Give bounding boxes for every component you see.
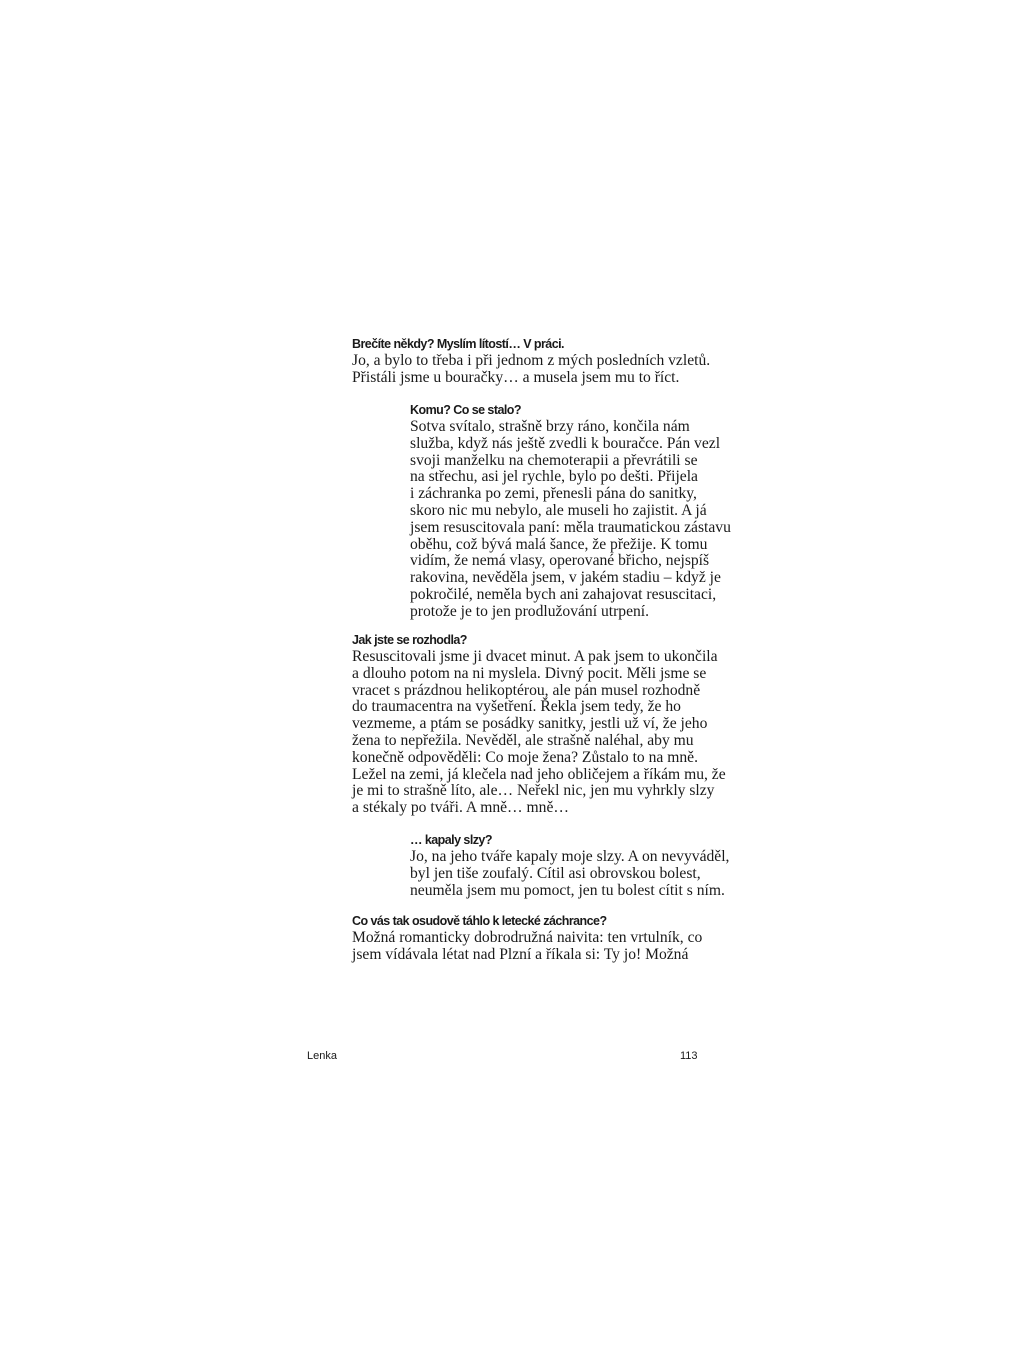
answer-line: vracet s prázdnou helikoptérou, ale pán musel rozhodně bbox=[352, 681, 701, 699]
answer-paragraph bbox=[410, 419, 731, 621]
answer-line: pokročilé, neměla bych ani zahajovat resuscitaci, bbox=[410, 585, 717, 603]
answer-line: Přistáli jsme u bouračky… a musela jsem mu to říct. bbox=[352, 368, 680, 386]
answer-line: a dlouho potom na ni myslela. Divný pocit. Měli jsme se bbox=[352, 664, 707, 682]
interview-section-3 bbox=[352, 632, 726, 817]
running-footer-chapter: Lenka bbox=[307, 1050, 337, 1062]
answer-line: oběhu, což bývá malá šance, že přežije. K tomu bbox=[410, 535, 708, 553]
answer-line: žena to nepřežila. Nevěděl, ale strašně naléhal, aby mu bbox=[352, 731, 694, 749]
answer-line: služba, když nás ještě zvedli k bouračce. Pán vezl bbox=[410, 434, 721, 452]
answer-line: svoji manželku na chemoterapii a převrátili se bbox=[410, 451, 698, 469]
answer-line: jsem resuscitovala paní: měla traumatickou zástavu bbox=[410, 518, 731, 536]
answer-line: byl jen tiše zoufalý. Cítil asi obrovskou bolest, bbox=[410, 864, 701, 882]
question-heading: Co vás tak osudově táhlo k letecké záchrance? bbox=[352, 914, 607, 928]
answer-line: Jo, na jeho tváře kapaly moje slzy. A on nevyváděl, bbox=[410, 848, 730, 865]
answer-line: Možná romanticky dobrodružná naivita: ten vrtulník, co bbox=[352, 929, 703, 946]
question-heading: Brečíte někdy? Myslím lítostí… V práci. bbox=[352, 337, 564, 351]
answer-line: je mi to strašně líto, ale… Neřekl nic, jen mu vyhrkly slzy bbox=[352, 782, 715, 800]
page-number: 113 bbox=[680, 1050, 698, 1062]
answer-line: skoro nic mu nebylo, ale museli ho zajistit. A já bbox=[410, 501, 707, 519]
question-heading: Komu? Co se stalo? bbox=[410, 403, 521, 417]
answer-line: jsem vídávala létat nad Plzní a říkala si: Ty jo! Možná bbox=[352, 945, 689, 963]
question-heading: Jak jste se rozhodla? bbox=[352, 633, 467, 647]
answer-line: i záchranka po zemi, přenesli pána do sanitky, bbox=[410, 485, 697, 503]
interview-section-2 bbox=[410, 402, 731, 621]
answer-line: Jo, a bylo to třeba i při jednom z mých posledních vzletů. bbox=[352, 352, 711, 369]
answer-line: na střechu, asi jel rychle, bylo po dešti. Přijela bbox=[410, 468, 698, 486]
interview-section-4 bbox=[410, 832, 729, 899]
answer-line: rakovina, nevěděla jsem, v jakém stadiu – když je bbox=[410, 569, 721, 587]
answer-paragraph bbox=[410, 849, 729, 899]
answer-line: vidím, že nemá vlasy, operované břicho, nejspíš bbox=[410, 552, 710, 570]
question-heading: … kapaly slzy? bbox=[410, 833, 492, 847]
answer-line: Ležel na zemi, já klečela nad jeho obličejem a říkám mu, že bbox=[352, 765, 726, 783]
answer-line: konečně odpověděli: Co moje žena? Zůstalo to na mně. bbox=[352, 748, 698, 766]
answer-line: protože je to jen prodlužování utrpení. bbox=[410, 602, 650, 620]
answer-paragraph bbox=[352, 353, 710, 387]
answer-line: neuměla jsem mu pomoct, jen tu bolest cítit s ním. bbox=[410, 881, 725, 899]
answer-line: vezmeme, a ptám se posádky sanitky, jestli už ví, že jeho bbox=[352, 715, 708, 733]
interview-section-1 bbox=[352, 336, 710, 387]
answer-line: do traumacentra na vyšetření. Řekla jsem tedy, že ho bbox=[352, 698, 681, 716]
answer-line: Resuscitovali jsme ji dvacet minut. A pak jsem to ukončila bbox=[352, 648, 718, 665]
answer-paragraph bbox=[352, 930, 702, 964]
answer-paragraph bbox=[352, 649, 726, 817]
answer-line: Sotva svítalo, strašně brzy ráno, končila nám bbox=[410, 418, 690, 435]
answer-line: a stékaly po tváři. A mně… mně… bbox=[352, 799, 569, 817]
interview-section-5 bbox=[352, 913, 702, 964]
